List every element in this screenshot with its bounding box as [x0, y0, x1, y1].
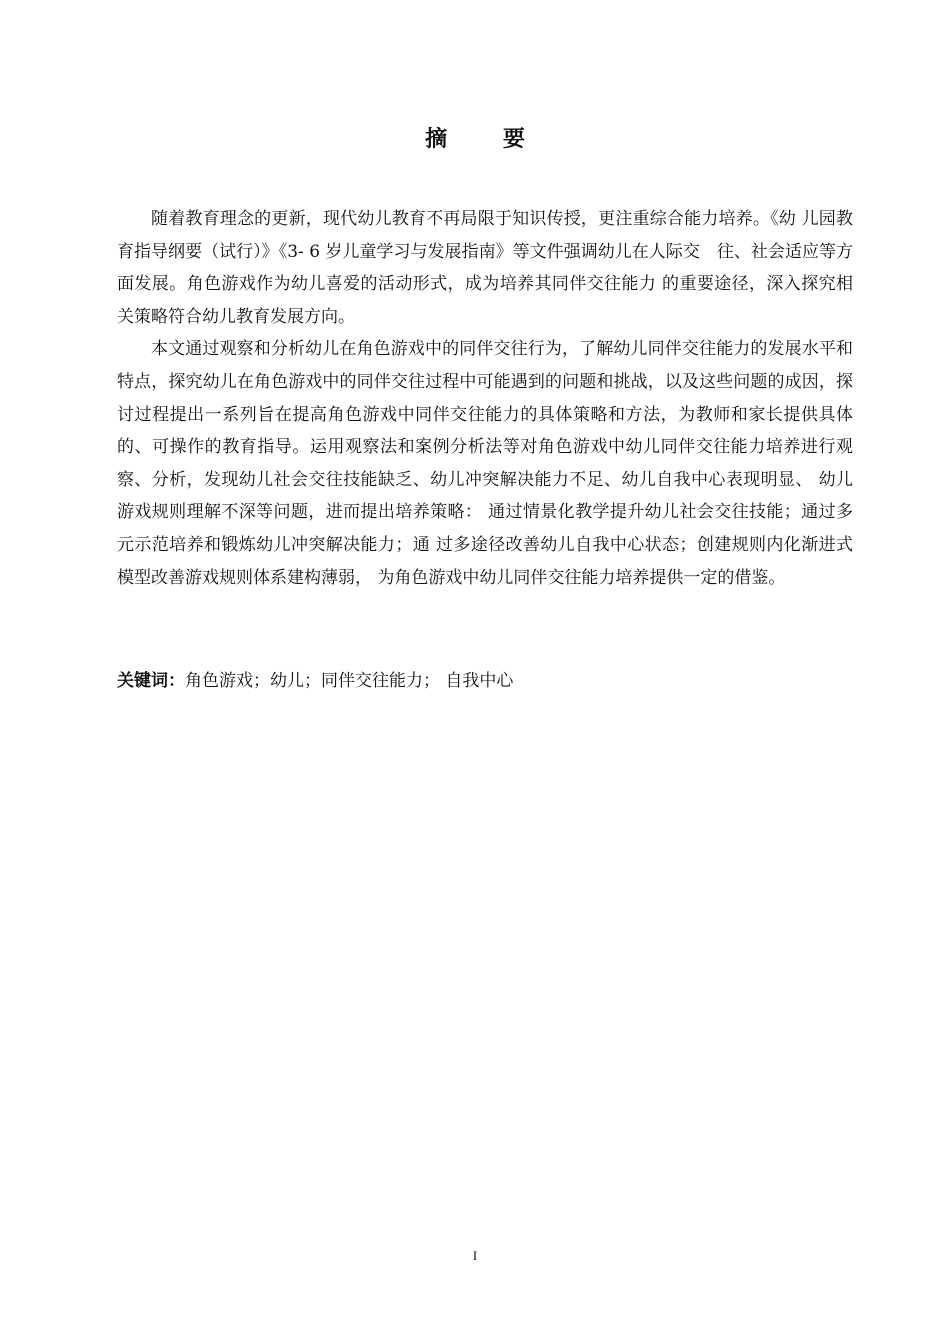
keywords-text: 角色游戏；幼儿；同伴交往能力； 自我中心: [185, 671, 514, 691]
abstract-title: 摘 要: [425, 127, 549, 152]
abstract-paragraph-2: 本文通过观察和分析幼儿在角色游戏中的同伴交往行为，了解幼儿同伴交往能力的发展水平和特点，探究幼儿在角色游戏中的同伴交往过程中可能遇到的问题和挑战，以及这些问题的成因，探讨过程提出一系列旨在提高角色游戏中同伴交往能力的具体策略和方法，为教师和家长提供具体的、可操作的教育指导。运用观察法和案例分析法等对角色游戏中幼儿同伴交往能力培养进行观察、分析，发现幼儿社会交往技能缺乏、幼儿冲突解决能力不足、幼儿自我中心表现明显、 幼儿游戏规则理解不深等问题，进而提出培养策略： 通过情景化教学提升幼儿社会交往技能；通过多元示范培养和锻炼幼儿冲突解决能力；通 过多途径改善幼儿自我中心状态；创建规则内化渐进式模型改善游戏规则体系建构薄弱， 为角色游戏中幼儿同伴交往能力培养提供一定的借鉴。: [117, 339, 853, 588]
abstract-paragraph-1: 随着教育理念的更新，现代幼儿教育不再局限于知识传授，更注重综合能力培养。《幼 儿园教育指导纲要（试行）》《3- 6 岁儿童学习与发展指南》等文件强调幼儿在人际交 往、社会适应等方面发展。角色游戏作为幼儿喜爱的活动形式，成为培养其同伴交往能力 的重要途径，深入探究相关策略符合幼儿教育发展方向。: [117, 209, 853, 327]
keywords-line: [117, 666, 853, 696]
keywords-label: 关键词：: [117, 671, 185, 691]
page-number: I: [472, 1248, 478, 1263]
abstract-body: [117, 203, 853, 594]
